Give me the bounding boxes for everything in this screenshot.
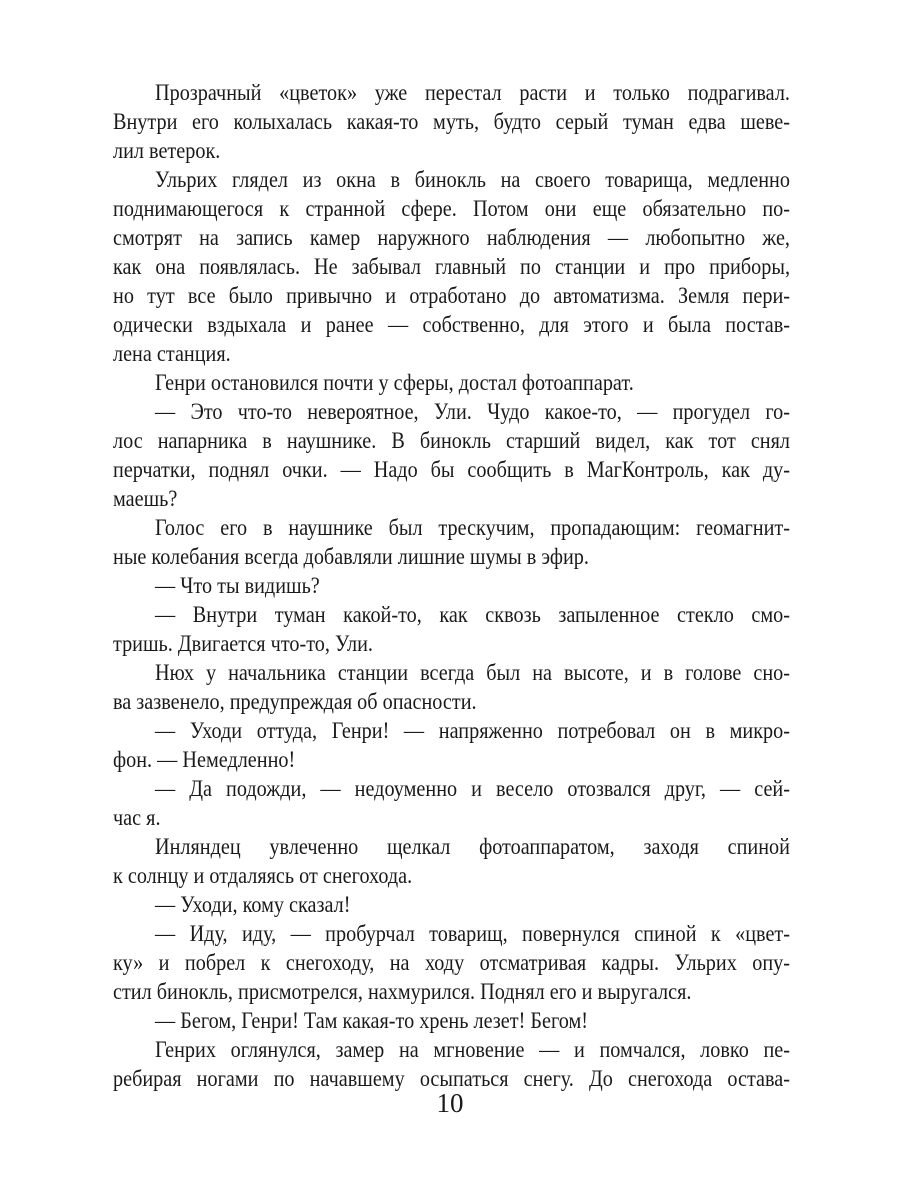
paragraph xyxy=(113,1007,790,1036)
text-line xyxy=(113,1007,790,1036)
paragraph xyxy=(113,369,790,398)
paragraph xyxy=(113,572,790,601)
text-line xyxy=(113,427,790,456)
text-line xyxy=(113,746,790,775)
text-line xyxy=(113,717,790,746)
text-line-content: — Уходи, кому сказал! xyxy=(154,892,351,918)
text-line-content: Голос его в наушнике был трескучим, пропадающим: геомагнит- xyxy=(154,515,790,541)
text-line xyxy=(113,572,790,601)
text-line xyxy=(113,891,790,920)
text-line-content: поднимающегося к странной сфере. Потом они еще обязательно по- xyxy=(113,196,790,222)
paragraph xyxy=(113,79,790,166)
text-line xyxy=(113,195,790,224)
text-line-content: Внутри его колыхалась какая-то муть, будто серый туман едва шеве- xyxy=(113,109,790,135)
text-line xyxy=(113,543,790,572)
text-line xyxy=(113,369,790,398)
text-line xyxy=(113,253,790,282)
paragraph xyxy=(113,833,790,891)
text-line-content: час я. xyxy=(113,805,161,831)
text-line-content: — Что ты видишь? xyxy=(154,573,320,599)
paragraph xyxy=(113,514,790,572)
text-line xyxy=(113,456,790,485)
text-line-content: перчатки, поднял очки. — Надо бы сообщить в МагКонтроль, как ду- xyxy=(113,457,790,483)
text-line-content: ку» и побрел к снегоходу, на ходу отсматривая кадры. Ульрих опу- xyxy=(113,950,790,976)
text-line xyxy=(113,978,790,1007)
text-line xyxy=(113,311,790,340)
text-line xyxy=(113,166,790,195)
text-line xyxy=(113,137,790,166)
text-line-content: тришь. Двигается что-то, Ули. xyxy=(113,631,373,657)
paragraph xyxy=(113,1036,790,1094)
text-line xyxy=(113,514,790,543)
text-line xyxy=(113,601,790,630)
text-line xyxy=(113,833,790,862)
text-line xyxy=(113,79,790,108)
text-line-content: к солнцу и отдаляясь от снегохода. xyxy=(113,863,413,889)
text-line-content: — Уходи оттуда, Генри! — напряженно потребовал он в микро- xyxy=(154,718,790,744)
paragraph xyxy=(113,601,790,659)
text-line-content: лос напарника в наушнике. В бинокль старший видел, как тот снял xyxy=(113,428,790,454)
page-number: 10 xyxy=(436,1088,464,1118)
paragraph xyxy=(113,891,790,920)
paragraph xyxy=(113,398,790,514)
text-line xyxy=(113,949,790,978)
text-line-content: одически вздыхала и ранее — собственно, для этого и была постав- xyxy=(113,312,790,338)
text-line-content: стил бинокль, присмотрелся, нахмурился. Поднял его и выругался. xyxy=(113,979,692,1005)
text-line-content: лена станция. xyxy=(113,341,231,367)
paragraph xyxy=(113,775,790,833)
text-line-content: Инляндец увлеченно щелкал фотоаппаратом, заходя спиной xyxy=(154,834,790,860)
text-line-content: — Бегом, Генри! Там какая-то хрень лезет! Бегом! xyxy=(154,1008,588,1034)
paragraph xyxy=(113,920,790,1007)
text-line-content: ребирая ногами по начавшему осыпаться снегу. До снегохода остава- xyxy=(113,1066,790,1092)
paragraph xyxy=(113,717,790,775)
paragraph xyxy=(113,659,790,717)
text-line xyxy=(113,688,790,717)
text-line xyxy=(113,630,790,659)
text-line-content: смотрят на запись камер наружного наблюдения — любопытно же, xyxy=(113,225,790,251)
text-line-content: Прозрачный «цветок» уже перестал расти и только подрагивал. xyxy=(154,80,790,106)
text-line xyxy=(113,775,790,804)
text-line xyxy=(113,862,790,891)
text-line-content: Нюх у начальника станции всегда был на высоте, и в голове сно- xyxy=(154,660,790,686)
text-line-content: — Это что-то невероятное, Ули. Чудо какое-то, — прогудел го- xyxy=(154,399,790,425)
text-line xyxy=(113,920,790,949)
text-line-content: маешь? xyxy=(113,486,178,512)
text-line xyxy=(113,282,790,311)
text-line-content: — Внутри туман какой-то, как сквозь запыленное стекло смо- xyxy=(154,602,790,628)
text-line xyxy=(113,224,790,253)
text-line-content: — Иду, иду, — пробурчал товарищ, повернулся спиной к «цвет- xyxy=(154,921,790,947)
text-line xyxy=(113,485,790,514)
text-line-content: ные колебания всегда добавляли лишние шумы в эфир. xyxy=(113,544,589,570)
text-line-content: лил ветерок. xyxy=(113,138,221,164)
paragraph xyxy=(113,166,790,369)
text-line xyxy=(113,1036,790,1065)
text-line xyxy=(113,659,790,688)
text-line-content: но тут все было привычно и отработано до автоматизма. Земля пери- xyxy=(113,283,790,309)
text-line-content: — Да подожди, — недоуменно и весело отозвался друг, — сей- xyxy=(154,776,790,802)
body-text xyxy=(113,79,790,1094)
text-line-content: фон. — Немедленно! xyxy=(113,747,296,773)
text-line-content: Генри остановился почти у сферы, достал фотоаппарат. xyxy=(154,370,634,396)
text-line xyxy=(113,398,790,427)
text-line-content: как она появлялась. Не забывал главный по станции и про приборы, xyxy=(113,254,790,280)
text-line xyxy=(113,108,790,137)
text-line xyxy=(113,804,790,833)
text-line-content: Ульрих глядел из окна в бинокль на своего товарища, медленно xyxy=(154,167,790,193)
text-line-content: ва зазвенело, предупреждая об опасности. xyxy=(113,689,477,715)
text-line xyxy=(113,340,790,369)
text-line-content: Генрих оглянулся, замер на мгновение — и помчался, ловко пе- xyxy=(154,1037,790,1063)
